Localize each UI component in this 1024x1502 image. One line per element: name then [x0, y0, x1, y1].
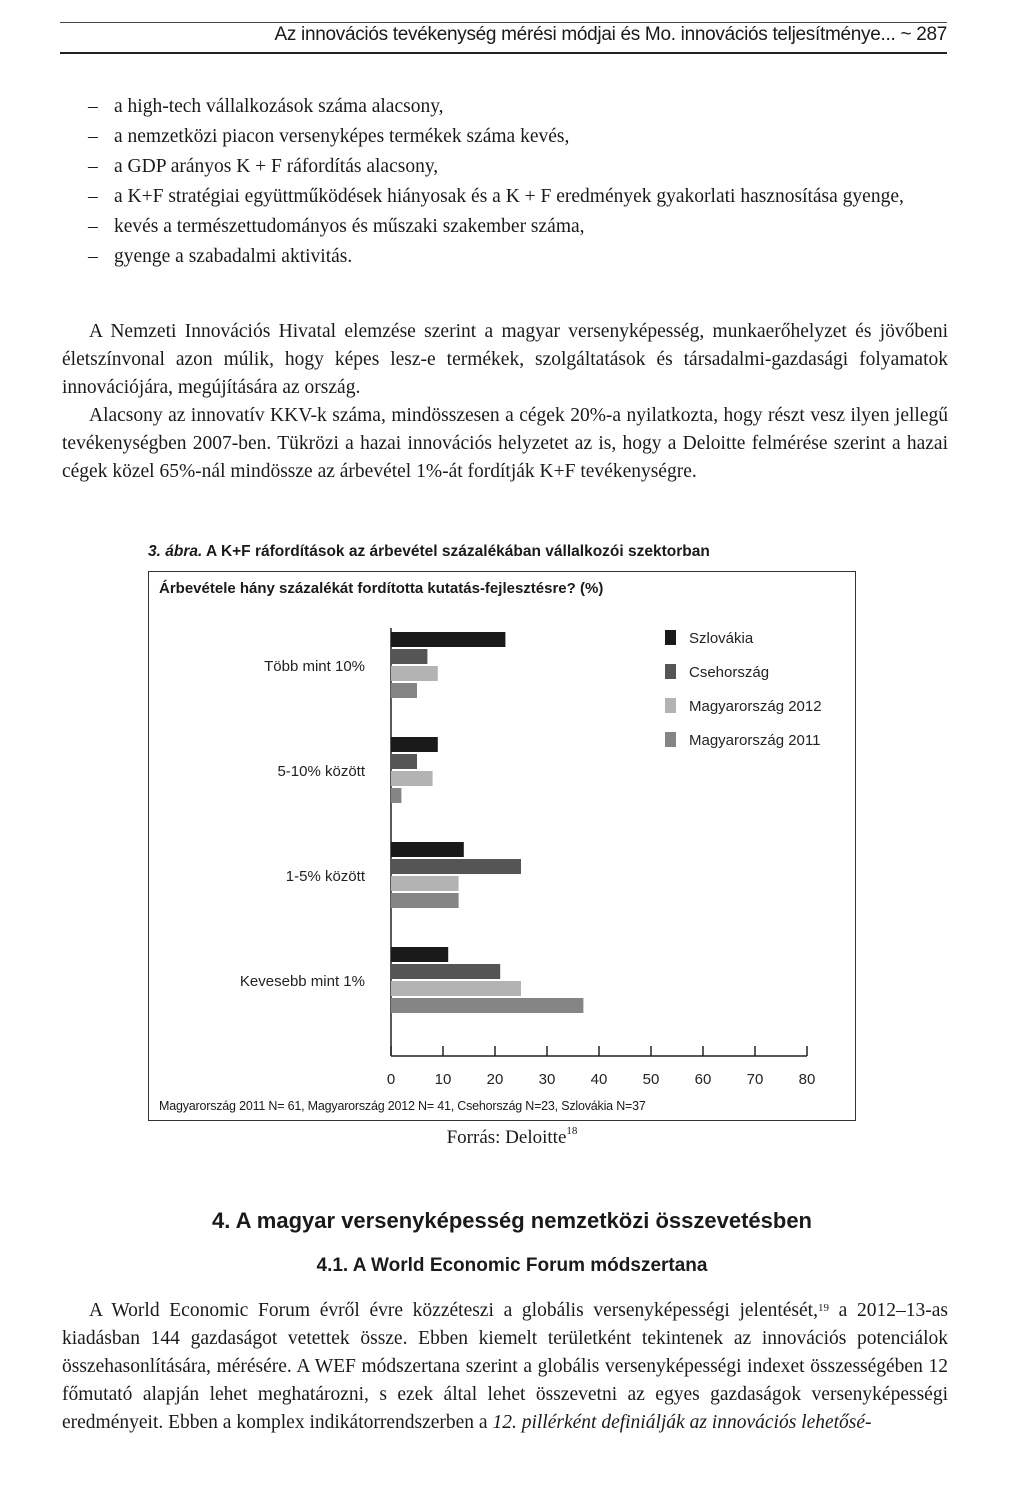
x-tick-label: 30	[538, 1071, 556, 1088]
x-tick-label: 10	[434, 1071, 452, 1088]
figure-number: 3. ábra.	[148, 543, 203, 560]
bar-0-0	[391, 632, 505, 647]
bar-3-2	[391, 981, 521, 996]
bar-3-0	[391, 947, 448, 962]
chart-footnote: Magyarország 2011 N= 61, Magyarország 2012 N= 41, Csehország N=23, Szlovákia N=37	[159, 1099, 646, 1113]
bar-3-1	[391, 964, 500, 979]
legend-swatch	[665, 698, 676, 713]
legend-label: Csehország	[689, 664, 770, 681]
paragraph-nih: A Nemzeti Innovációs Hivatal elemzése szerint a magyar versenyképesség, munkaerőhelyzet és jövőbeni életszínvonal azon múlik, hogy képes lesz-e termékek, szolgáltatások és társadalmi-gazdasági folyamatok innovációjára, megújítására az ország.	[62, 321, 948, 398]
header-rule	[60, 22, 947, 23]
figure-caption-text: A K+F ráfordítások az árbevétel százalékában vállalkozói szektorban	[206, 543, 710, 560]
list-item: – a nemzetközi piacon versenyképes termékek száma kevés,	[88, 126, 570, 147]
x-tick-label: 20	[486, 1071, 504, 1088]
running-title: Az innovációs tevékenység mérési módjai és Mo. innovációs teljesítménye...	[274, 24, 896, 45]
category-label: Kevesebb mint 1%	[239, 973, 365, 990]
legend-swatch	[665, 630, 676, 645]
bar-3-3	[391, 998, 583, 1013]
bar-2-2	[391, 876, 459, 891]
x-tick-label: 50	[642, 1071, 660, 1088]
bar-2-1	[391, 859, 521, 874]
list-item: – a K+F stratégiai együttműködések hiányosak és a K + F eredmények gyakorlati hasznosítása gyenge,	[88, 186, 904, 207]
legend-label: Szlovákia	[689, 630, 754, 647]
x-tick-label: 80	[798, 1071, 816, 1088]
bar-2-3	[391, 893, 459, 908]
bar-0-3	[391, 683, 417, 698]
section-heading: 4. A magyar versenyképesség nemzetközi összevetésben	[211, 1208, 812, 1233]
category-label: Több mint 10%	[264, 658, 365, 675]
legend-swatch	[665, 732, 676, 747]
bar-0-2	[391, 666, 438, 681]
page-number: 287	[916, 24, 947, 45]
x-tick-label: 0	[386, 1071, 396, 1088]
bar-1-0	[391, 737, 438, 752]
list-item: – gyenge a szabadalmi aktivitás.	[88, 246, 353, 267]
bullet-list	[88, 92, 948, 272]
x-tick-label: 70	[746, 1071, 764, 1088]
chart	[148, 571, 856, 1121]
running-header	[60, 18, 947, 54]
legend-label: Magyarország 2011	[689, 732, 821, 749]
bar-0-1	[391, 649, 427, 664]
bar-1-1	[391, 754, 417, 769]
x-tick-label: 60	[694, 1071, 712, 1088]
figure-source: Forrás: Deloitte$^{18}$	[446, 1125, 578, 1148]
legend-swatch	[665, 664, 676, 679]
list-item: – kevés a természettudományos és műszaki szakember száma,	[88, 216, 585, 237]
category-label: 1-5% között	[285, 868, 365, 885]
chart-title: Árbevétele hány százalékát fordította kutatás-fejlesztésre? (%)	[159, 580, 604, 597]
subsection-heading: 4.1. A World Economic Forum módszertana	[316, 1255, 708, 1276]
paragraph-kkv: Alacsony az innovatív KKV-k száma, mindösszesen a cégek 20%-a nyilatkozta, hogy részt vesz ilyen jellegű tevékenységben 2007-ben. Tükrözi a hazai innovációs helyzetet az is, hogy a Deloitte felmérése szerint a hazai cégek közel 65%-nál mindössze az árbevétel 1%-át fordítják K+F tevékenységre.	[62, 405, 948, 482]
bar-1-2	[391, 771, 433, 786]
list-item: – a GDP arányos K + F ráfordítás alacsony,	[88, 156, 439, 177]
figure-caption	[148, 543, 888, 561]
header-separator: ~	[900, 24, 912, 45]
category-label: 5-10% között	[277, 763, 365, 780]
list-item: – a high-tech vállalkozások száma alacsony,	[88, 96, 444, 117]
paragraph-wef: A World Economic Forum évről évre közzéteszi a globális versenyképességi jelentését,$^{19}$ a 2012–13-as kiadásban 144 gazdaságot vetettek össze. Ebben kiemelt területként tekintenek az innovációs potenciálok összehasonlítására, mérésére. A WEF módszertana szerint a globális versenyképességi indexet összességében 12 főmutató alapján lehet meghatározni, s ezek által lehet összevetni az egyes gazdaságok versenyképességi eredményeit. Ebben a komplex indikátorrendszerben a 12. pillérként definiálják az innovációs lehetősé-	[62, 1300, 948, 1433]
bar-2-0	[391, 842, 464, 857]
chart-canvas	[149, 572, 855, 1120]
x-tick-label: 40	[590, 1071, 608, 1088]
legend-label: Magyarország 2012	[689, 698, 822, 715]
bar-1-3	[391, 788, 401, 803]
